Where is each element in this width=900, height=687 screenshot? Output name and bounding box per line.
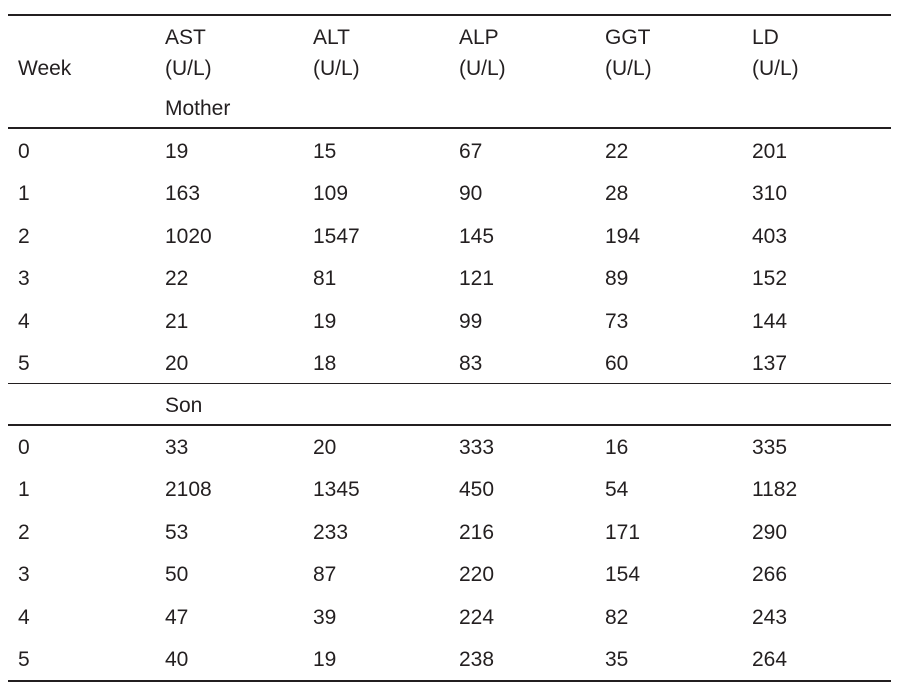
mother-row-4-ggt: 73 xyxy=(605,310,629,333)
son-row-0-alt: 20 xyxy=(313,436,337,459)
son-row-2-alt: 233 xyxy=(313,521,349,544)
son-row-5-week: 5 xyxy=(18,648,30,671)
son-row-5-alp: 238 xyxy=(459,648,495,671)
son-row-1-alt: 1345 xyxy=(313,478,360,501)
mother-row-2-ggt: 194 xyxy=(605,225,641,248)
son-row-0-ast: 33 xyxy=(165,436,189,459)
son-row-4-ast: 47 xyxy=(165,606,189,629)
mother-row-1-ast: 163 xyxy=(165,182,201,205)
mother-row-5-ggt: 60 xyxy=(605,352,629,375)
mother-row-1-alp: 90 xyxy=(459,182,483,205)
lab-values-table xyxy=(8,0,891,687)
header-ld: LD xyxy=(752,26,779,49)
mother-row-3-week: 3 xyxy=(18,267,30,290)
group-label-son: Son xyxy=(165,394,203,417)
mother-row-1-ld: 310 xyxy=(752,182,788,205)
mother-row-5-alp: 83 xyxy=(459,352,483,375)
header-alt: ALT xyxy=(313,26,350,49)
son-row-1-ld: 1182 xyxy=(752,478,798,501)
mother-row-0-alt: 15 xyxy=(313,140,337,163)
mother-row-5-alt: 18 xyxy=(313,352,337,375)
son-row-4-ggt: 82 xyxy=(605,606,629,629)
mother-row-2-alp: 145 xyxy=(459,225,495,248)
group-label-mother: Mother xyxy=(165,97,231,120)
son-row-1-ast: 2108 xyxy=(165,478,212,501)
mother-row-4-alp: 99 xyxy=(459,310,483,333)
son-row-2-week: 2 xyxy=(18,521,30,544)
group-rule-son xyxy=(8,424,891,426)
header-ast: AST xyxy=(165,26,206,49)
son-row-1-alp: 450 xyxy=(459,478,495,501)
son-row-2-alp: 216 xyxy=(459,521,495,544)
table-top-rule xyxy=(8,14,891,16)
son-row-0-alp: 333 xyxy=(459,436,495,459)
mother-row-2-alt: 1547 xyxy=(313,225,360,248)
group-rule-mother xyxy=(8,127,891,129)
son-row-2-ld: 290 xyxy=(752,521,788,544)
mother-row-4-alt: 19 xyxy=(313,310,337,333)
son-row-3-alp: 220 xyxy=(459,563,495,586)
header-ggt: GGT xyxy=(605,26,651,49)
header-alp-unit: (U/L) xyxy=(459,57,506,80)
son-row-3-week: 3 xyxy=(18,563,30,586)
mother-row-0-ld: 201 xyxy=(752,140,788,163)
header-alp: ALP xyxy=(459,26,499,49)
header-ld-unit: (U/L) xyxy=(752,57,799,80)
son-row-2-ast: 53 xyxy=(165,521,189,544)
header-ast-unit: (U/L) xyxy=(165,57,212,80)
section-divider xyxy=(8,383,891,384)
son-row-3-ggt: 154 xyxy=(605,563,641,586)
mother-row-3-ggt: 89 xyxy=(605,267,629,290)
son-row-0-week: 0 xyxy=(18,436,30,459)
son-row-5-ast: 40 xyxy=(165,648,189,671)
son-row-1-week: 1 xyxy=(18,478,30,501)
mother-row-2-week: 2 xyxy=(18,225,30,248)
son-row-4-alp: 224 xyxy=(459,606,495,629)
mother-row-5-week: 5 xyxy=(18,352,30,375)
mother-row-3-ld: 152 xyxy=(752,267,788,290)
mother-row-2-ld: 403 xyxy=(752,225,788,248)
son-row-5-ggt: 35 xyxy=(605,648,629,671)
header-week: Week xyxy=(18,57,72,80)
header-ggt-unit: (U/L) xyxy=(605,57,652,80)
mother-row-5-ast: 20 xyxy=(165,352,189,375)
mother-row-0-ast: 19 xyxy=(165,140,189,163)
son-row-4-week: 4 xyxy=(18,606,30,629)
son-row-3-alt: 87 xyxy=(313,563,337,586)
mother-row-0-alp: 67 xyxy=(459,140,483,163)
mother-row-4-ld: 144 xyxy=(752,310,788,333)
mother-row-0-ggt: 22 xyxy=(605,140,629,163)
mother-row-4-ast: 21 xyxy=(165,310,189,333)
mother-row-5-ld: 137 xyxy=(752,352,788,375)
mother-row-1-week: 1 xyxy=(18,182,30,205)
mother-row-3-alt: 81 xyxy=(313,267,337,290)
mother-row-1-alt: 109 xyxy=(313,182,349,205)
mother-row-1-ggt: 28 xyxy=(605,182,629,205)
son-row-1-ggt: 54 xyxy=(605,478,629,501)
header-alt-unit: (U/L) xyxy=(313,57,360,80)
son-row-5-ld: 264 xyxy=(752,648,788,671)
table-bottom-rule xyxy=(8,680,891,682)
mother-row-0-week: 0 xyxy=(18,140,30,163)
mother-row-2-ast: 1020 xyxy=(165,225,212,248)
mother-row-4-week: 4 xyxy=(18,310,30,333)
son-row-0-ld: 335 xyxy=(752,436,788,459)
son-row-5-alt: 19 xyxy=(313,648,337,671)
son-row-2-ggt: 171 xyxy=(605,521,641,544)
son-row-3-ld: 266 xyxy=(752,563,788,586)
mother-row-3-ast: 22 xyxy=(165,267,189,290)
mother-row-3-alp: 121 xyxy=(459,267,495,290)
son-row-4-ld: 243 xyxy=(752,606,788,629)
son-row-0-ggt: 16 xyxy=(605,436,629,459)
son-row-3-ast: 50 xyxy=(165,563,189,586)
son-row-4-alt: 39 xyxy=(313,606,337,629)
